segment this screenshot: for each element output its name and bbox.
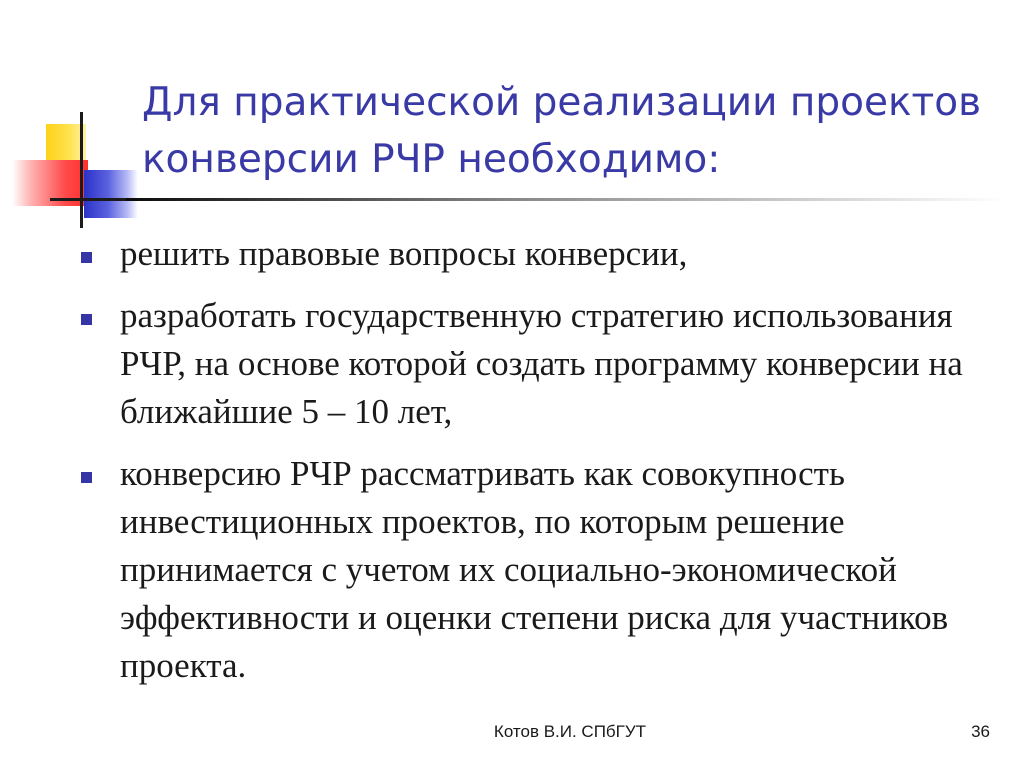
bullet-item — [78, 292, 978, 436]
square-bullet-icon — [81, 472, 92, 483]
slide-title: Для практической реализации проектов конверсии РЧР необходимо: — [142, 80, 982, 182]
square-bullet-icon — [81, 314, 92, 325]
bullet-text: решить правовые вопросы конверсии, — [120, 234, 688, 273]
footer-author: Котов В.И. СПбГУТ — [493, 722, 647, 741]
vertical-line — [80, 112, 83, 228]
bullet-item — [78, 230, 978, 278]
bullet-text: конверсию РЧР рассматривать как совокупность инвестиционных проектов, по которым решение принимается с учетом их социально-экономической эффективности и оценки степени риска для участников проекта. — [120, 454, 949, 685]
blue-block — [84, 170, 138, 218]
bullet-text: разработать государственную стратегию использования РЧР, на основе которой создать программу конверсии на ближайшие 5 – 10 лет, — [120, 296, 963, 431]
square-bullet-icon — [81, 252, 92, 263]
page-number: 36 — [971, 722, 990, 741]
title-divider — [126, 198, 1006, 201]
bullet-list — [78, 230, 978, 704]
bullet-item — [78, 450, 978, 690]
